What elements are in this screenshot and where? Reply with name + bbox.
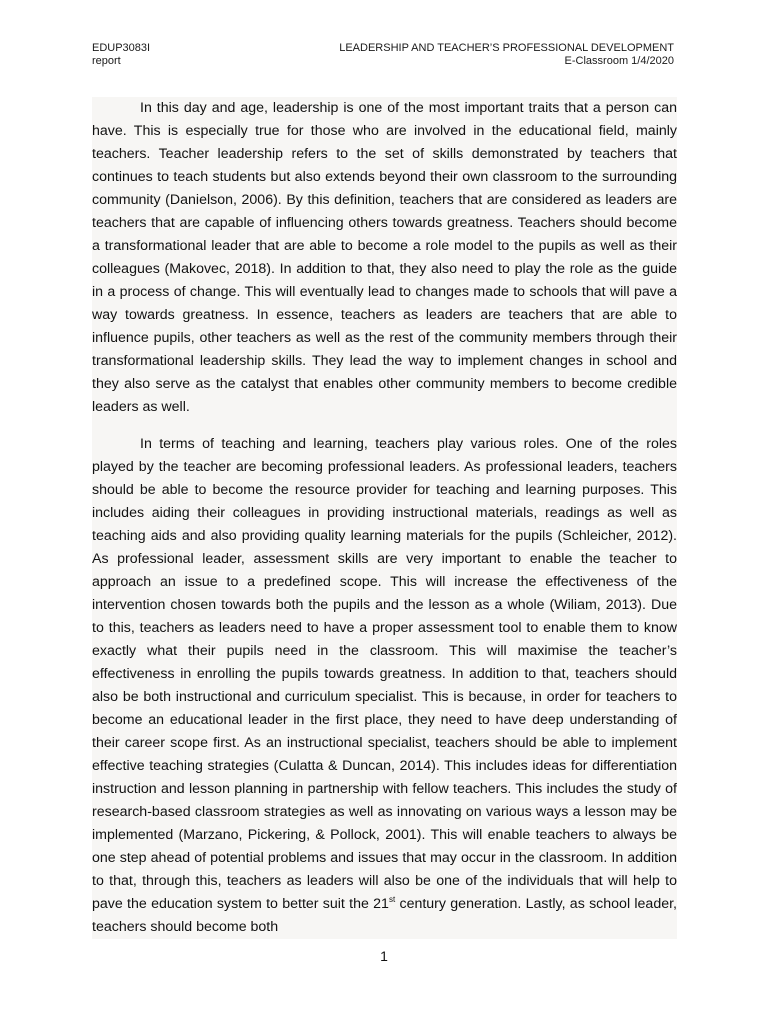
paragraph-2 (92, 433, 677, 939)
document-title: LEADERSHIP AND TEACHER’S PROFESSIONAL DEVELOPMENT (339, 42, 674, 54)
submission-info: E-Classroom 1/4/2020 (564, 55, 674, 67)
course-code: EDUP3083I (92, 42, 151, 54)
paragraph-2-tail: century generation. Lastly, as school leader, teachers should become both (92, 896, 677, 935)
paragraph-2-text: In terms of teaching and learning, teachers play various roles. One of the roles played by the teacher are becoming professional leaders. As professional leaders, teachers should be able to become the resource provider for teaching and learning purposes. This includes aiding their colleagues in providing instructional materials, readings as well as teaching aids and also providing quality learning materials for the pupils (Schleicher, 2012). As professional leader, assessment skills are very important to enable the teacher to approach an issue to a predefined scope. This will increase the effectiveness of the intervention chosen towards both the pupils and the lesson as a whole (Wiliam, 2013). Due to this, teachers as leaders need to have a proper assessment tool to enable them to know exactly what their pupils need in the classroom. This will maximise the teacher’s effectiveness in enrolling the pupils towards greatness. In addition to that, teachers should also be both instructional and curriculum specialist. This is because, in order for teachers to become an educational leader in the first place, they need to have deep understanding of their career scope first. As an instructional specialist, teachers should be able to implement effective teaching strategies (Culatta & Duncan, 2014). This includes ideas for differentiation instruction and lesson planning in partnership with fellow teachers. This includes the study of research-based classroom strategies as well as innovating on various ways a lesson may be implemented (Marzano, Pickering, & Pollock, 2001). This will enable teachers to always be one step ahead of potential problems and issues that may occur in the classroom. In addition to that, through this, teachers as leaders will also be one of the individuals that will help to pave the education system to better suit the 21 (92, 436, 677, 912)
paragraph-1-text: In this day and age, leadership is one of the most important traits that a person can have. This is especially true for those who are involved in the educational field, mainly teachers. Teacher leadership refers to the set of skills demonstrated by teachers that continues to teach students but also extends beyond their own classroom to the surrounding community (Danielson, 2006). By this definition, teachers that are considered as leaders are teachers that are capable of influencing others towards greatness. Teachers should become a transformational leader that are able to become a role model to the pupils as well as their colleagues (Makovec, 2018). In addition to that, they also need to play the role as the guide in a process of change. This will eventually lead to changes made to schools that will pave a way towards greatness. In essence, teachers as leaders are teachers that are able to influence pupils, other teachers as well as the rest of the community members through their transformational leadership skills. They lead the way to implement changes in school and they also serve as the catalyst that enables other community members to become credible leaders as well. (92, 100, 677, 415)
paragraph-1 (92, 97, 677, 419)
page-number: 1 (380, 948, 388, 964)
ordinal-superscript: st (388, 895, 396, 904)
header-right (339, 42, 674, 68)
document-body (92, 97, 677, 939)
document-type: report (92, 55, 121, 67)
header-left (92, 42, 150, 68)
